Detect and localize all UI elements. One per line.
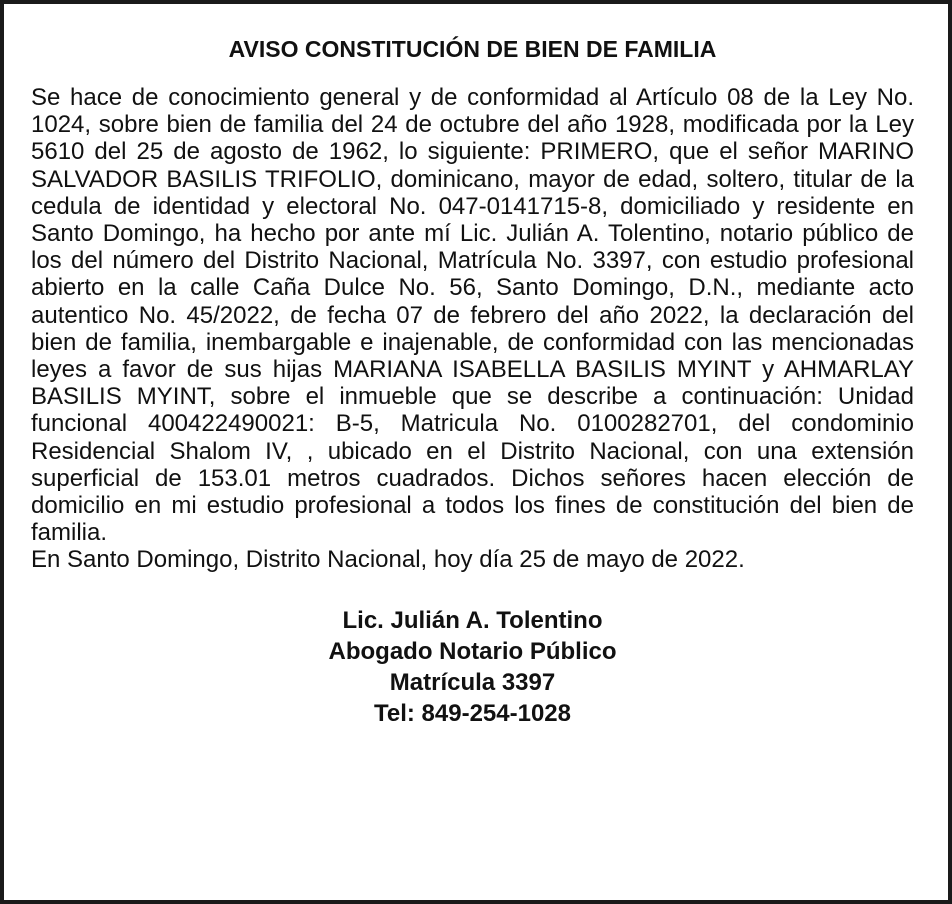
signature-name: Lic. Julián A. Tolentino	[342, 606, 603, 634]
signature-registration: Matrícula 3397	[389, 668, 556, 696]
notice-closing: En Santo Domingo, Distrito Nacional, hoy día 25 de mayo de 2022.	[31, 546, 745, 574]
signature-role: Abogado Notario Público	[328, 637, 617, 665]
signature-phone: Tel: 849-254-1028	[373, 699, 571, 727]
signature-block	[31, 605, 914, 729]
notice-title: AVISO CONSTITUCIÓN DE BIEN DE FAMILIA	[228, 36, 717, 62]
notice-body: Se hace de conocimiento general y de conformidad al Artículo 08 de la Ley No. 1024, sobre bien de familia del 24 de octubre del año 1928, modificada por la Ley 5610 del 25 de agosto de 1962, lo siguiente: PRIMERO, que el señor MARINO SALVADOR BASILIS TRIFOLIO, dominicano, mayor de edad, soltero, titular de la cedula de identidad y electoral No. 047-0141715-8, domiciliado y residente en Santo Domingo, ha hecho por ante mí Lic. Julián A. Tolentino, notario público de los del número del Distrito Nacional, Matrícula No. 3397, con estudio profesional abierto en la calle Caña Dulce No. 56, Santo Domingo, D.N., mediante acto autentico No. 45/2022, de fecha 07 de febrero del año 2022, la declaración del bien de familia, inembargable e inajenable, de conformidad con las mencionadas leyes a favor de sus hijas MARIANA ISABELLA BASILIS MYINT y AHMARLAY BASILIS MYINT, sobre el inmueble que se describe a continuación: Unidad funcional 400422490021: B-5, Matricula No. 0100282701, del condominio Residencial Shalom IV, , ubicado en el Distrito Nacional, con una extensión superficial de 153.01 metros cuadrados. Dichos señores hacen elección de domicilio en mi estudio profesional a todos los fines de constitución del bien de familia.	[31, 84, 914, 547]
